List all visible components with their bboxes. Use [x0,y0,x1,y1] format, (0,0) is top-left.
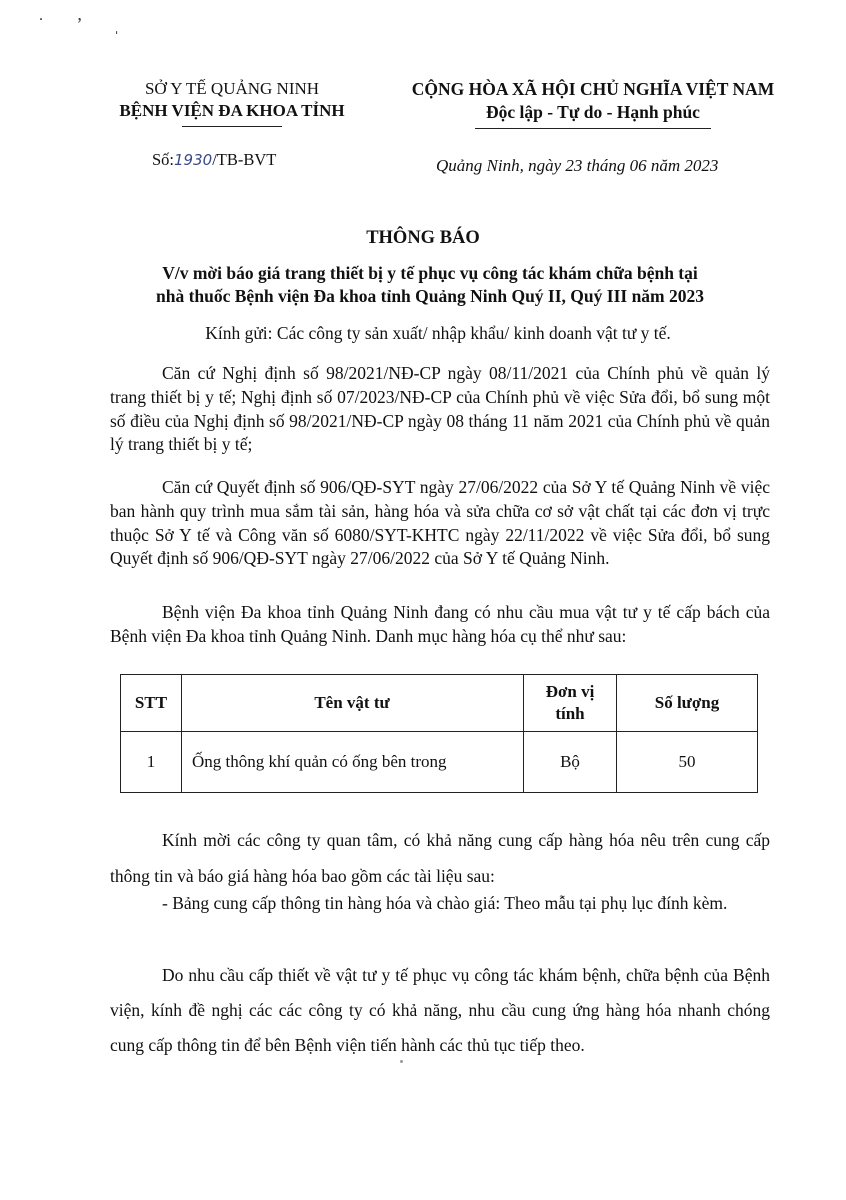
issue-date: Quảng Ninh, ngày 23 tháng 06 năm 2023 [436,156,719,175]
header-quantity: Số lượng [617,675,758,732]
legal-basis-paragraph-2: Căn cứ Quyết định số 906/QĐ-SYT ngày 27/06/2022 của Sở Y tế Quảng Ninh về việc ban hành quy trình mua sắm tài sản, hàng hóa và sửa chữa cơ sở vật chất tại các đơn vị trực thuộc Sở Y tế và Công văn số 6080/SYT-KHTC ngày 22/11/2022 về việc Sửa đổi, bổ sung Quyết định số 906/QĐ-SYT ngày 27/06/2022 của Sở Y tế Quảng Ninh. [110,477,770,569]
document-number: Số:1930/TB-BVT [152,150,277,169]
header-underline [182,126,282,127]
cell-stt: 1 [121,732,182,793]
document-title: THÔNG BÁO [366,228,480,248]
issuing-organization [98,78,366,127]
motto-underline [475,128,711,129]
table-header-row [121,675,758,732]
header-unit: Đơn vị tính [524,675,617,732]
motto: Độc lập - Tự do - Hạnh phúc [486,102,700,122]
table-row [121,732,758,793]
country-name: CỘNG HÒA XÃ HỘI CHỦ NGHĨA VIỆT NAM [411,79,775,99]
parent-agency: SỞ Y TẾ QUẢNG NINH [144,79,320,98]
scan-marks: ˙ ’ ˌ [38,14,134,34]
legal-basis-paragraph-1: Căn cứ Nghị định số 98/2021/NĐ-CP ngày 08/11/2021 của Chính phủ về quản lý trang thiết bị y tế; Nghị định số 07/2023/NĐ-CP của Chính phủ về việc Sửa đổi, bổ sung một số điều của Nghị định số 98/2021/NĐ-CP ngày 08 tháng 11 năm 2021 của Chính phủ về quản lý trang thiết bị y tế; [110,363,770,455]
closing-paragraph: Do nhu cầu cấp thiết về vật tư y tế phục vụ công tác khám bệnh, chữa bệnh của Bệnh viện, kính đề nghị các các công ty có khả năng, nhu cầu cung ứng hàng hóa nhanh chóng cung cấp thông tin để bên Bệnh viện tiến hành các thủ tục tiếp theo. [110,965,770,1055]
handwritten-number: 1930 [174,151,213,169]
need-paragraph: Bệnh viện Đa khoa tỉnh Quảng Ninh đang có nhu cầu mua vật tư y tế cấp bách của Bệnh viện Đa khoa tỉnh Quảng Ninh. Danh mục hàng hóa cụ thể như sau: [110,602,770,646]
document-subject: V/v mời báo giá trang thiết bị y tế phục vụ công tác khám chữa bệnh tại nhà thuốc Bệnh viện Đa khoa tỉnh Quảng Ninh Quý II, Quý III năm 2023 [155,263,705,306]
attachment-bullet: - Bảng cung cấp thông tin hàng hóa và chào giá: Theo mẫu tại phụ lục đính kèm. [162,893,728,913]
invitation-paragraph: Kính mời các công ty quan tâm, có khả năng cung cấp hàng hóa nêu trên cung cấp thông tin và báo giá hàng hóa bao gồm các tài liệu sau: [110,830,770,886]
cell-quantity: 50 [617,732,758,793]
header-item-name: Tên vật tư [182,675,524,732]
recipient-line: Kính gửi: Các công ty sản xuất/ nhập khẩu/ kinh doanh vật tư y tế. [205,323,671,343]
items-table [120,674,758,793]
cell-item-name: Ống thông khí quản có ống bên trong [182,732,524,793]
hospital-name: BỆNH VIỆN ĐA KHOA TỈNH [119,101,345,120]
cell-unit: Bộ [524,732,617,793]
scan-speck [400,1060,403,1063]
national-motto [388,78,798,129]
header-stt: STT [121,675,182,732]
